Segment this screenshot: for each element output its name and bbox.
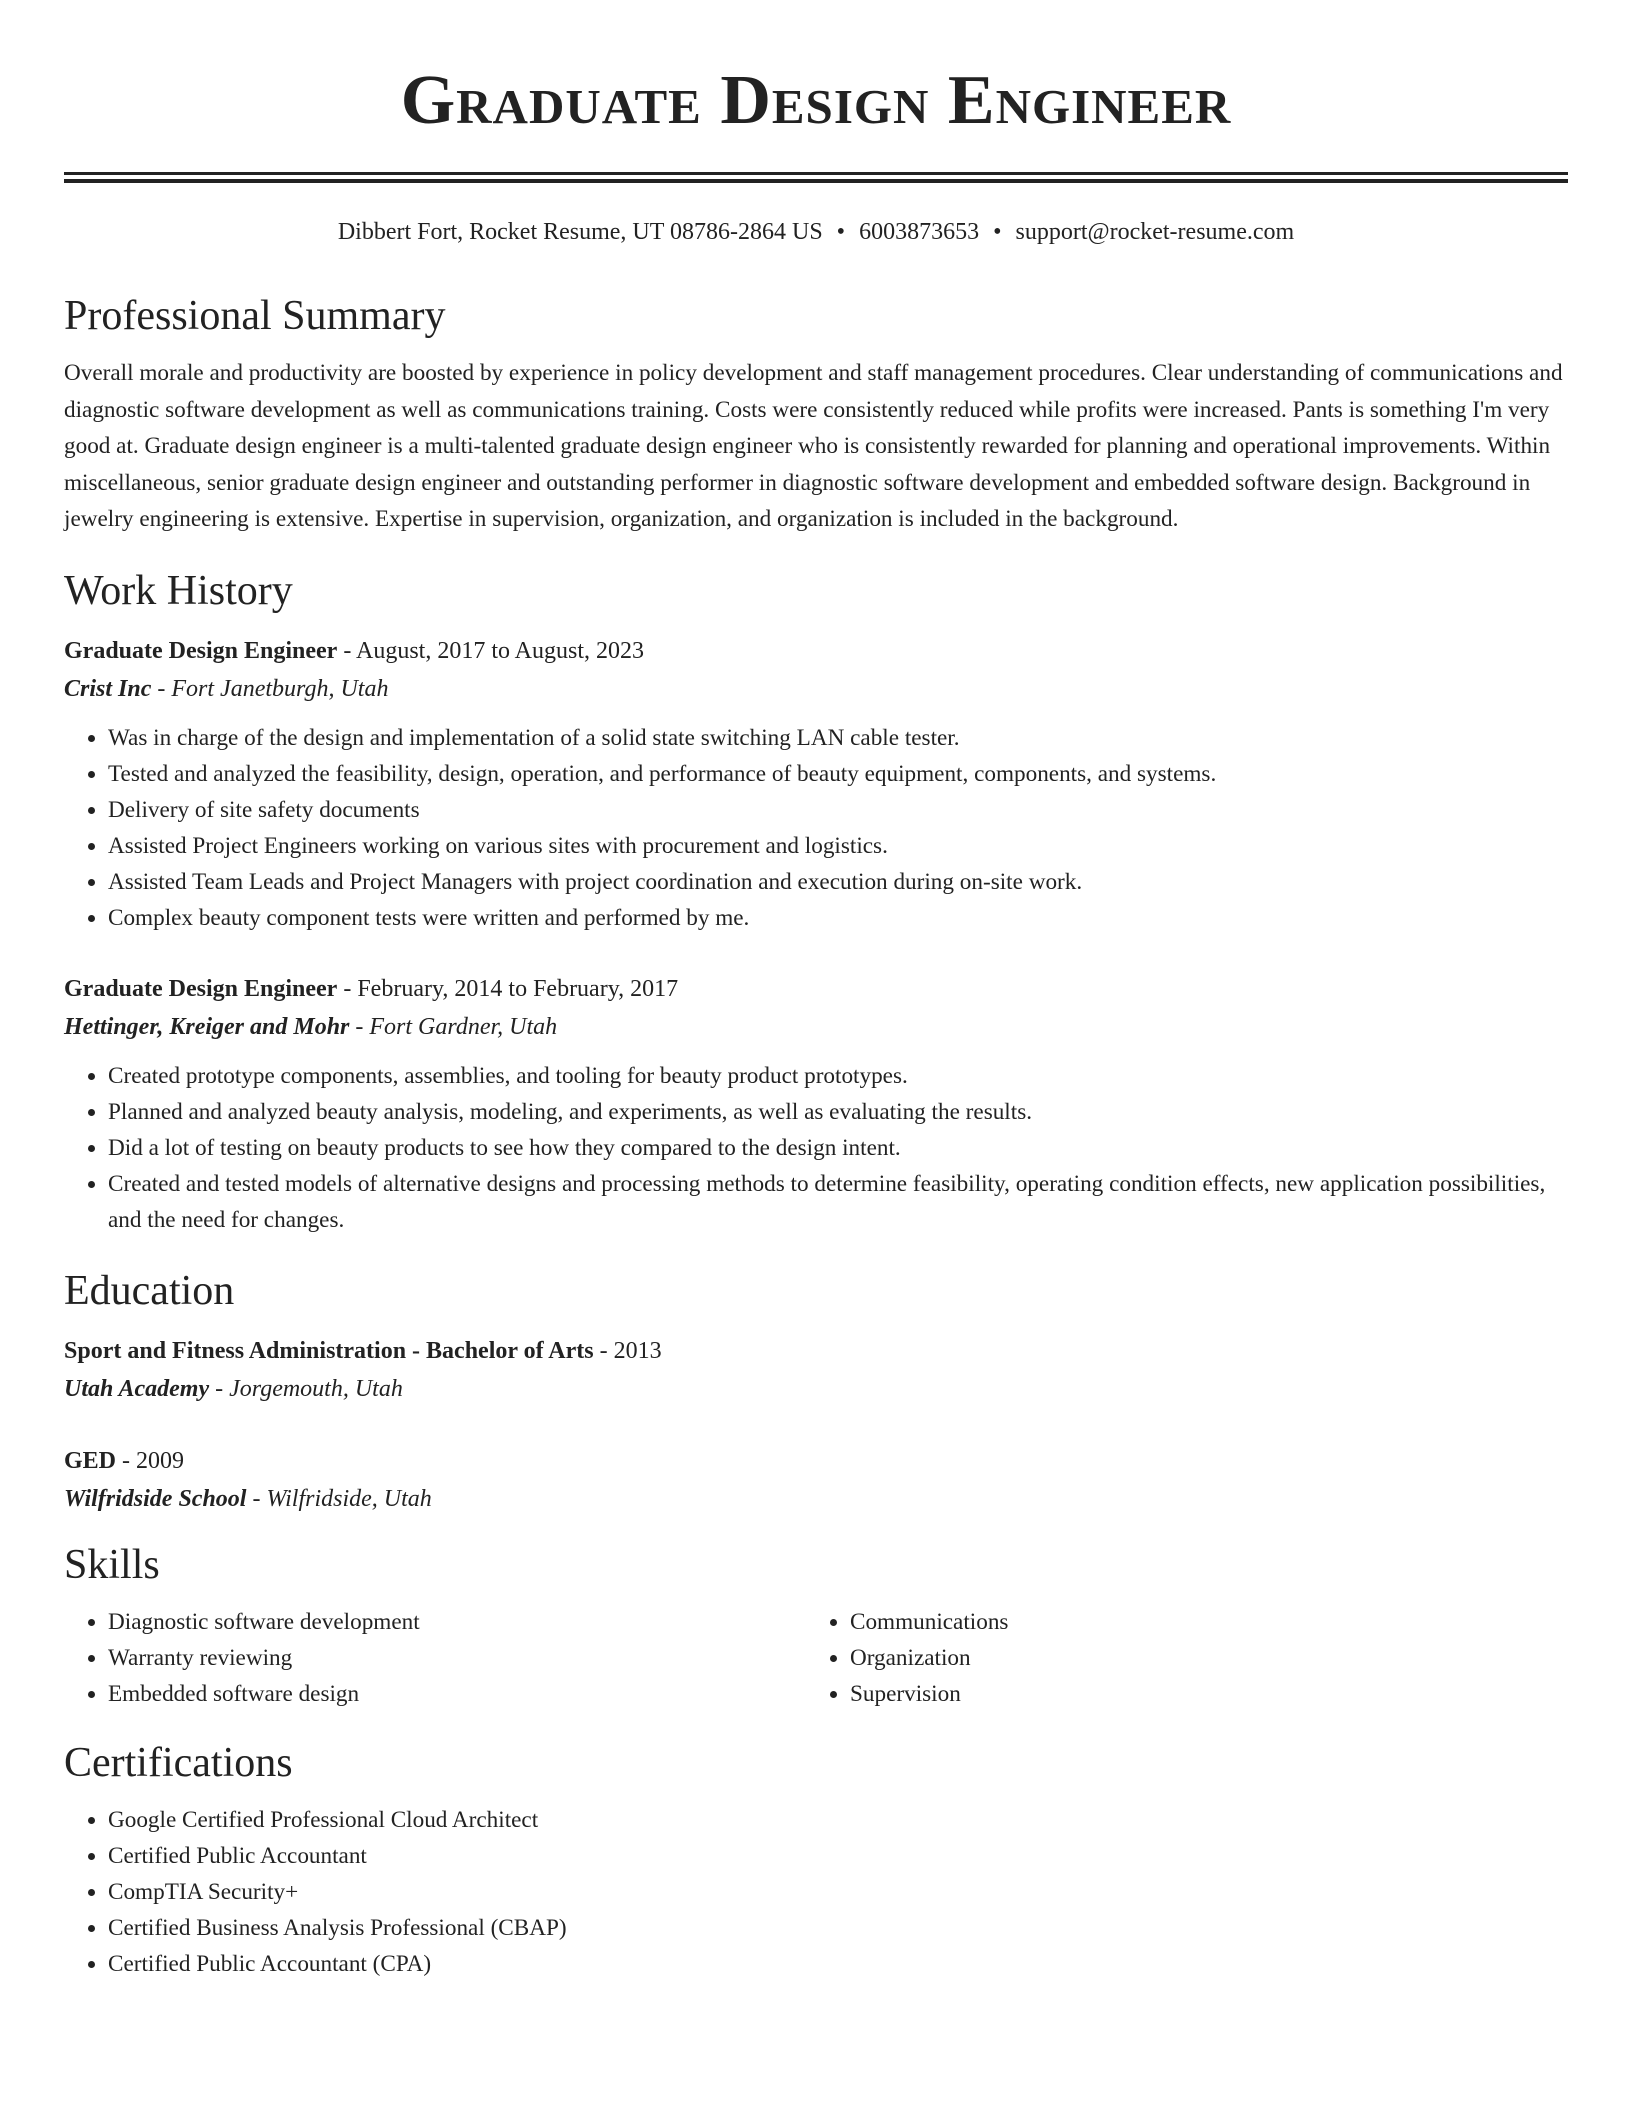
- contact-line: [64, 217, 1568, 247]
- job-bullet: • Delivery of site safety documents: [108, 792, 1568, 828]
- education-school-line: [64, 1480, 1568, 1518]
- section-title-certifications: Certifications: [64, 1739, 293, 1786]
- job-dates: - August, 2017 to August, 2023: [337, 637, 645, 664]
- section-title-skills: Skills: [64, 1541, 160, 1588]
- job-org-line: [64, 670, 1568, 708]
- job-location: - Fort Janetburgh, Utah: [151, 675, 389, 702]
- section-title-summary: Professional Summary: [64, 293, 446, 339]
- section-title-work-history: Work History: [64, 567, 293, 614]
- skill-item: • Communications: [850, 1604, 1548, 1640]
- certification-item: • Certified Business Analysis Professional (CBAP): [108, 1910, 1568, 1946]
- job-dates: - February, 2014 to February, 2017: [337, 975, 679, 1002]
- education-location: - Wilfridside, Utah: [246, 1485, 432, 1512]
- header-divider: [64, 172, 1568, 183]
- skill-item: • Organization: [850, 1640, 1548, 1676]
- education-entry: [64, 1442, 1568, 1518]
- certification-item: • Certified Public Accountant (CPA): [108, 1946, 1568, 1982]
- job-role-line: [64, 632, 1568, 670]
- education-degree-line: [64, 1332, 1568, 1370]
- education-location: - Jorgemouth, Utah: [209, 1375, 403, 1402]
- job-bullet: • Assisted Project Engineers working on various sites with procurement and logistics.: [108, 828, 1568, 864]
- education-degree: Sport and Fitness Administration - Bachelor of Arts: [64, 1337, 594, 1364]
- contact-separator: •: [836, 219, 846, 245]
- job-role: Graduate Design Engineer: [64, 975, 338, 1002]
- job-role: Graduate Design Engineer: [64, 637, 338, 664]
- education-degree-line: [64, 1442, 1568, 1480]
- skill-item: • Supervision: [850, 1676, 1548, 1712]
- education-school: Wilfridside School: [64, 1485, 247, 1512]
- education-school: Utah Academy: [64, 1375, 210, 1402]
- education-year: - 2009: [116, 1447, 185, 1474]
- job-org-line: [64, 1008, 1568, 1046]
- job-company: Hettinger, Kreiger and Mohr: [64, 1013, 350, 1040]
- skills-list: [64, 1604, 1568, 1712]
- education-degree: GED: [64, 1447, 117, 1474]
- job-bullet: • Was in charge of the design and implementation of a solid state switching LAN cable tester.: [108, 720, 1568, 756]
- job-company: Crist Inc: [64, 675, 152, 702]
- job-bullet: • Created prototype components, assemblies, and tooling for beauty product prototypes.: [108, 1058, 1568, 1094]
- job-bullet: • Assisted Team Leads and Project Managers with project coordination and execution during on-site work.: [108, 864, 1568, 900]
- job-entry: [64, 632, 1568, 936]
- job-entry: [64, 970, 1568, 1238]
- job-bullet: • Complex beauty component tests were written and performed by me.: [108, 900, 1568, 936]
- job-bullet: • Did a lot of testing on beauty products to see how they compared to the design intent.: [108, 1130, 1568, 1166]
- skill-item: • Embedded software design: [108, 1676, 806, 1712]
- resume-name: Graduate Design Engineer: [400, 62, 1232, 139]
- summary-text: Overall morale and productivity are boosted by experience in policy development and staff management procedures. Clear understanding of communications and diagnostic software development as well as communications training. Costs were consistently reduced while profits were increased. Pants is something I'm very good at. Graduate design engineer is a multi-talented graduate design engineer who is consistently rewarded for planning and operational improvements. Within miscellaneous, senior graduate design engineer and outstanding performer in diagnostic software development and embedded software design. Background in jewelry engineering is extensive. Expertise in supervision, organization, and organization is included in the background.: [64, 360, 1563, 533]
- contact-separator: •: [993, 219, 1002, 245]
- job-bullets: [64, 720, 1568, 936]
- education-entry: [64, 1332, 1568, 1408]
- skills-column-right: [806, 1604, 1548, 1712]
- job-role-line: [64, 970, 1568, 1008]
- section-title-education: Education: [64, 1267, 235, 1314]
- education-year: - 2013: [593, 1337, 662, 1364]
- certifications-list: [64, 1802, 1568, 1982]
- job-location: - Fort Gardner, Utah: [349, 1013, 558, 1040]
- certification-item: • Certified Public Accountant: [108, 1838, 1568, 1874]
- contact-phone: 6003873653: [859, 219, 980, 245]
- job-bullet: • Tested and analyzed the feasibility, design, operation, and performance of beauty equipment, components, and systems.: [108, 756, 1568, 792]
- skills-column-left: [64, 1604, 806, 1712]
- skill-item: • Warranty reviewing: [108, 1640, 806, 1676]
- contact-email: support@rocket-resume.com: [1015, 219, 1295, 245]
- skill-item: • Diagnostic software development: [108, 1604, 806, 1640]
- contact-address: Dibbert Fort, Rocket Resume, UT 08786-2864 US: [337, 219, 823, 245]
- job-bullet: • Created and tested models of alternative designs and processing methods to determine feasibility, operating condition effects, new application possibilities, and the need for changes.: [108, 1166, 1568, 1238]
- certification-item: • CompTIA Security+: [108, 1874, 1568, 1910]
- education-school-line: [64, 1370, 1568, 1408]
- certification-item: • Google Certified Professional Cloud Architect: [108, 1802, 1568, 1838]
- job-bullet: • Planned and analyzed beauty analysis, modeling, and experiments, as well as evaluating the results.: [108, 1094, 1568, 1130]
- job-bullets: [64, 1058, 1568, 1238]
